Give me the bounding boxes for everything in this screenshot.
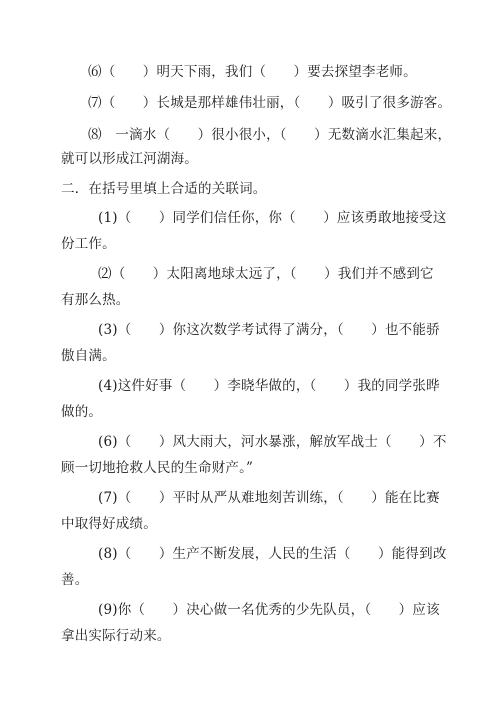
section-two-heading: 二．在括号里填上合适的关联词。 [61,181,267,197]
section-two-q2-line: ⑵（ ）太阳离地球太远了，（ ）我们并不感到它 [98,266,434,282]
section-two-q1-line: (1)（ ）同学们信任你，你（ ）应该勇敢地接受这 [98,210,447,226]
section-two-q2-continuation: 有那么热。 [61,292,130,308]
section-two-q1-continuation: 份工作。 [61,236,116,252]
section-two-q4-line: (4)这件好事（ ）李晓华做的，（ ）我的同学张晔 [98,378,440,394]
section-two-q7-line: (7)（ ）平时从严从难地刻苦训练，（ ）能在比赛 [98,490,440,506]
section-two-q3-line: (3)（ ）你这次数学考试得了满分，（ ）也不能骄 [98,322,440,338]
section-two-q8-continuation: 善。 [61,572,89,588]
question-8-continuation: 就可以形成江河湖海。 [61,151,198,167]
section-two-q6-line: (6)（ ）风大雨大，河水暴涨，解放军战士（ ）不 [98,434,447,450]
question-7-line: ⑺（ ）长城是那样雄伟壮丽，（ ）吸引了很多游客。 [88,95,452,111]
section-two-q3-continuation: 傲自满。 [61,348,116,364]
section-two-q8-line: (8)（ ）生产不断发展，人民的生活（ ）能得到改 [98,546,447,562]
section-two-q9-line: (9)你（ ）决心做一名优秀的少先队员，（ ）应该 [98,602,440,618]
section-two-q7-continuation: 中取得好成绩。 [61,516,157,532]
section-two-q6-continuation: 顾一切地抢救人民的生命财产。” [61,460,254,476]
question-6-line: ⑹（ ）明天下雨，我们（ ）要去探望李老师。 [88,64,417,80]
section-two-q4-continuation: 做的。 [61,404,103,420]
question-8-line: ⑻ 一滴水（ ）很小很小，（ ）无数滴水汇集起来， [88,127,452,143]
section-two-q9-continuation: 拿出实际行动来。 [61,628,171,644]
